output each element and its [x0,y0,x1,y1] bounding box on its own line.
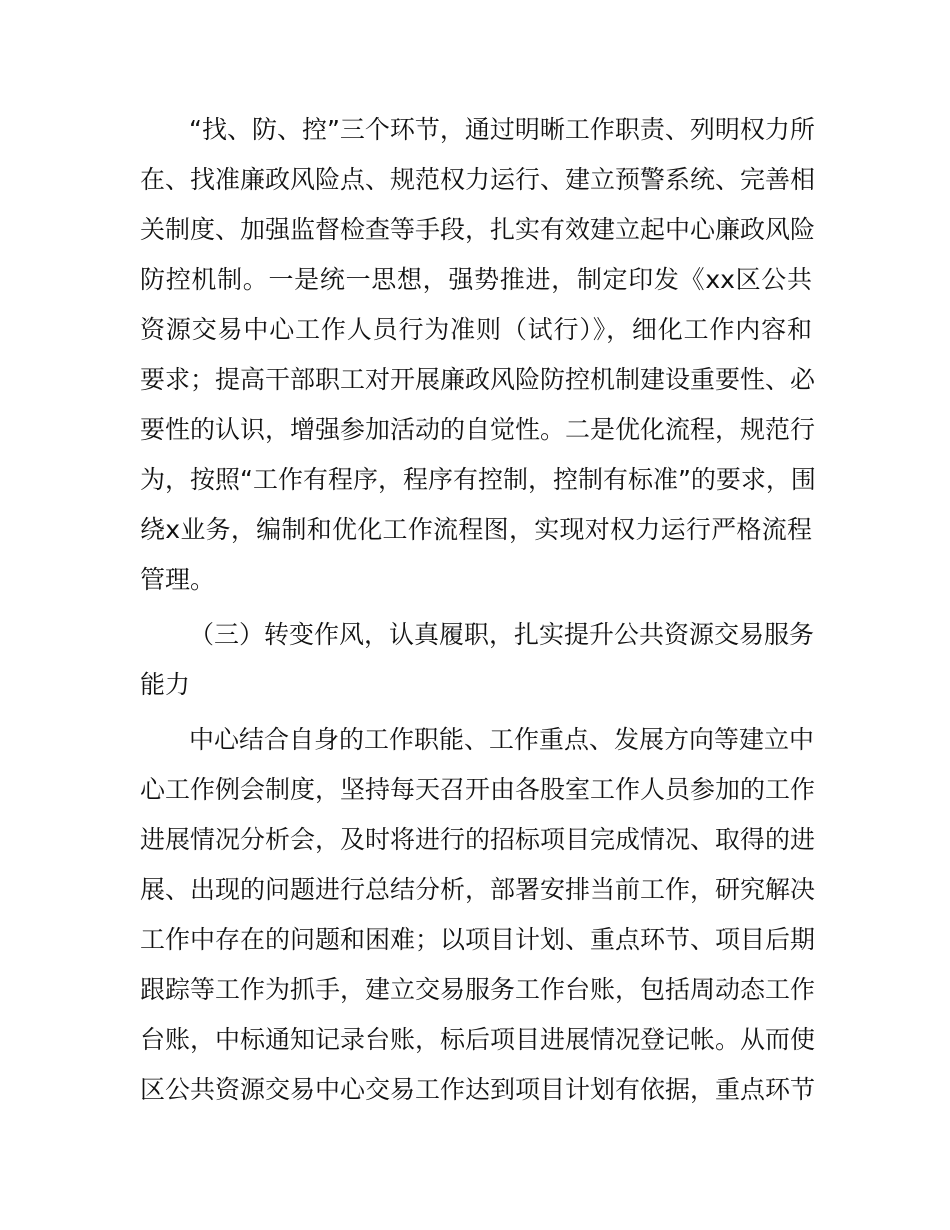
heading-line: （三）转变作风，认真履职，扎实提升公共资源交易服务 [189,620,815,649]
text-line: 进展情况分析会，及时将进行的招标项目完成情况、取得的进 [140,825,816,854]
text-line: 资源交易中心工作人员行为准则（试行）》，细化工作内容和 [140,315,812,344]
text-line: 区公共资源交易中心交易工作达到项目计划有依据，重点环节 [140,1075,816,1104]
text-line: 台账，中标通知记录台账，标后项目进展情况登记帐。从而使 [140,1025,816,1054]
text-line: 绕x业务，编制和优化工作流程图，实现对权力运行严格流程 [140,515,812,544]
text-line: 为，按照“工作有程序，程序有控制，控制有标准”的要求，围 [140,465,816,494]
text-line: 要求；提高干部职工对开展廉政风险防控机制建设重要性、必 [140,365,816,394]
heading-line: 能力 [140,670,191,699]
text-line: 在、找准廉政风险点、规范权力运行、建立预警系统、完善相 [140,165,816,194]
text-line: 工作中存在的问题和困难；以项目计划、重点环节、项目后期 [140,925,816,954]
text-line: 中心结合自身的工作职能、工作重点、发展方向等建立中 [189,725,815,754]
text-line: 关制度、加强监督检查等手段，扎实有效建立起中心廉政风险 [140,215,816,244]
text-line: “找、防、控”三个环节，通过明晰工作职责、列明权力所 [189,115,815,144]
text-line: 管理。 [140,565,216,594]
text-line: 防控机制。一是统一思想，强势推进，制定印发《xx区公共 [140,265,812,294]
text-line: 心工作例会制度，坚持每天召开由各股室工作人员参加的工作 [140,775,816,804]
text-line: 要性的认识，增强参加活动的自觉性。二是优化流程，规范行 [140,415,816,444]
text-line: 跟踪等工作为抓手，建立交易服务工作台账，包括周动态工作 [140,975,816,1004]
text-line: 展、出现的问题进行总结分析，部署安排当前工作，研究解决 [140,875,816,904]
